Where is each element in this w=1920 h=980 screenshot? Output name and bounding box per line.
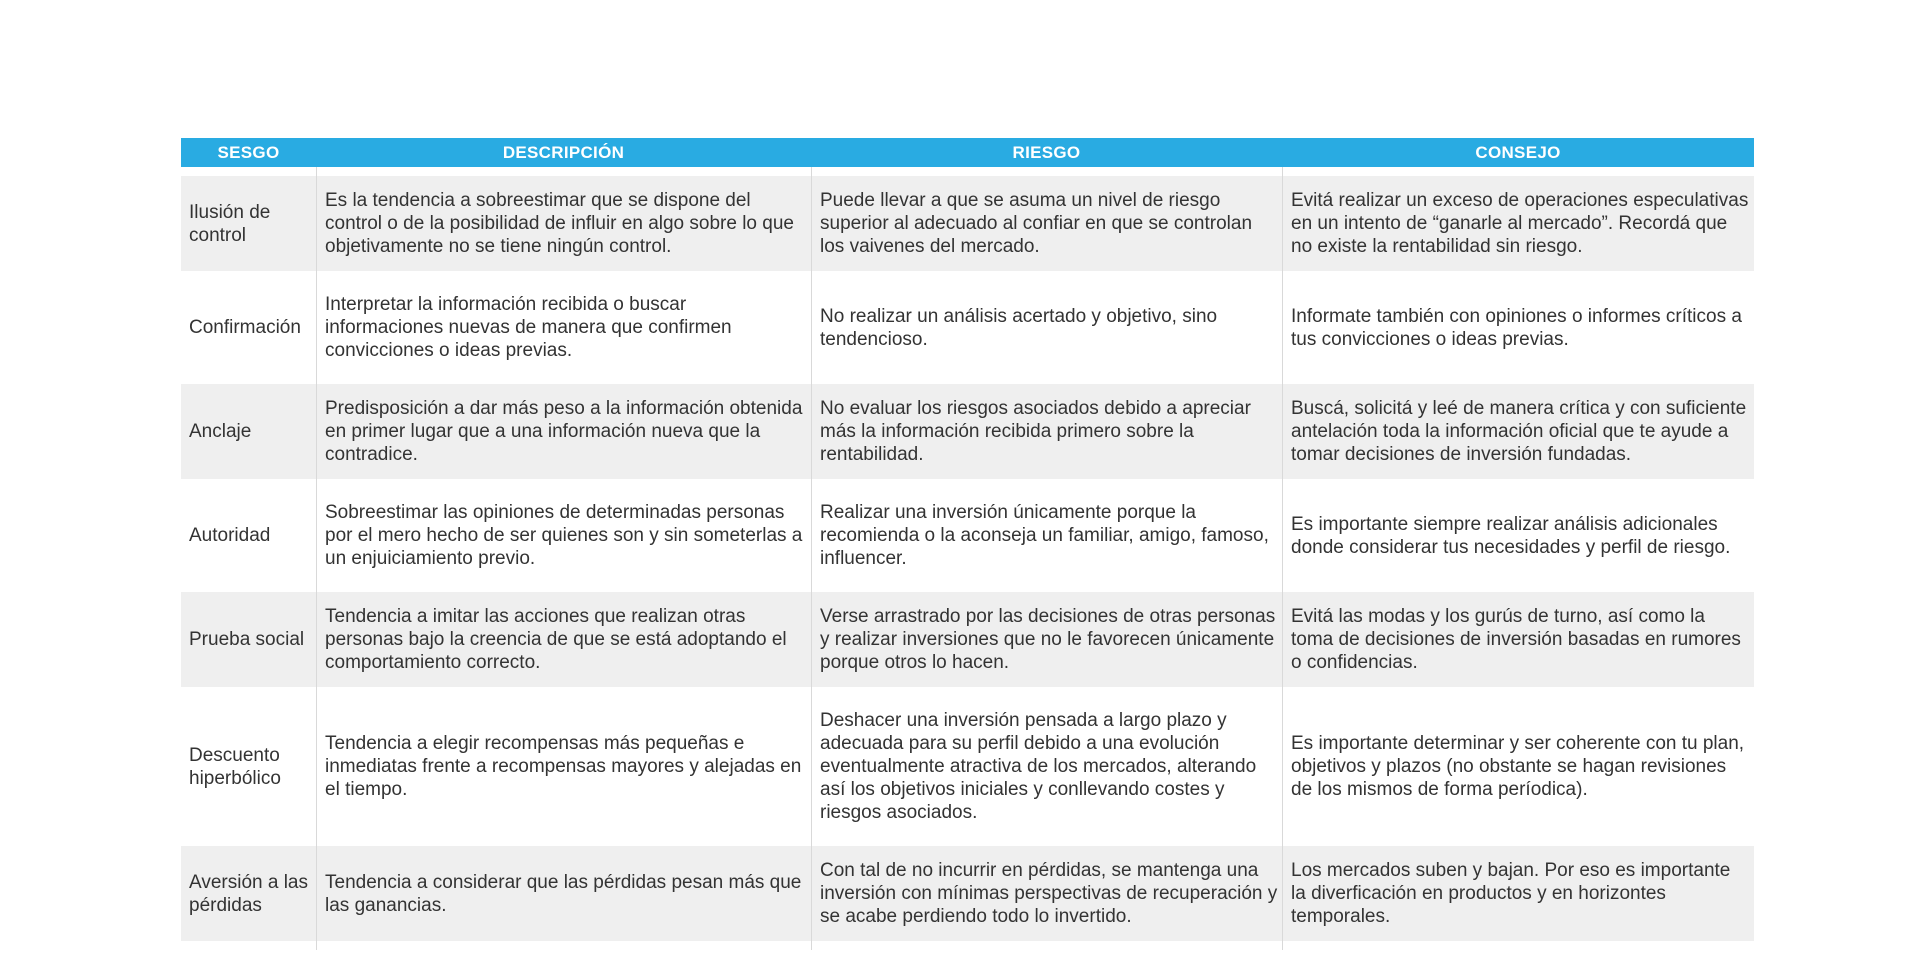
cell-descripcion: Tendencia a imitar las acciones que realizan otras personas bajo la creencia de que se está adoptando el comportamiento correcto. xyxy=(316,592,811,687)
bias-table xyxy=(181,129,1754,950)
cell-consejo: Buscá, solicitá y leé de manera crítica y con suficiente antelación toda la información oficial que te ayude a tomar decisiones de inversión fundadas. xyxy=(1282,384,1754,479)
cell-consejo: Informate también con opiniones o informes críticos a tus convicciones o ideas previas. xyxy=(1282,280,1754,375)
cell-descripcion: Interpretar la información recibida o buscar informaciones nuevas de manera que confirmen convicciones o ideas previas. xyxy=(316,280,811,375)
bias-table-container xyxy=(181,138,1754,950)
table-row xyxy=(181,384,1754,479)
cell-sesgo: Ilusión de control xyxy=(181,176,316,271)
cell-descripcion: Sobreestimar las opiniones de determinadas personas por el mero hecho de ser quienes son y sin someterlas a un enjuiciamiento previo. xyxy=(316,488,811,583)
table-body xyxy=(181,176,1754,941)
column-divider xyxy=(1282,167,1283,950)
table-row xyxy=(181,696,1754,837)
table-row xyxy=(181,280,1754,375)
cell-sesgo: Prueba social xyxy=(181,592,316,687)
cell-riesgo: Verse arrastrado por las decisiones de otras personas y realizar inversiones que no le favorecen únicamente porque otros lo hacen. xyxy=(811,592,1282,687)
table-row xyxy=(181,846,1754,941)
cell-riesgo: Puede llevar a que se asuma un nivel de riesgo superior al adecuado al confiar en que se controlan los vaivenes del mercado. xyxy=(811,176,1282,271)
cell-riesgo: Deshacer una inversión pensada a largo plazo y adecuada para su perfil debido a una evolución eventualmente atractiva de los mercados, alterando así los objetivos iniciales y conllevando costes y riesgos asociados. xyxy=(811,696,1282,837)
cell-sesgo: Confirmación xyxy=(181,280,316,375)
cell-sesgo: Descuento hiperbólico xyxy=(181,696,316,837)
cell-riesgo: No realizar un análisis acertado y objetivo, sino tendencioso. xyxy=(811,280,1282,375)
column-header-riesgo: RIESGO xyxy=(811,138,1282,167)
column-header-sesgo: SESGO xyxy=(181,138,316,167)
cell-consejo: Es importante determinar y ser coherente con tu plan, objetivos y plazos (no obstante se hagan revisiones de los mismos de forma períodica). xyxy=(1282,696,1754,837)
cell-sesgo: Autoridad xyxy=(181,488,316,583)
header-row xyxy=(181,138,1754,167)
column-header-descripcion: DESCRIPCIÓN xyxy=(316,138,811,167)
cell-consejo: Es importante siempre realizar análisis adicionales donde considerar tus necesidades y perfil de riesgo. xyxy=(1282,488,1754,583)
cell-descripcion: Tendencia a elegir recompensas más pequeñas e inmediatas frente a recompensas mayores y alejadas en el tiempo. xyxy=(316,696,811,837)
cell-riesgo: Realizar una inversión únicamente porque la recomienda o la aconseja un familiar, amigo, famoso, influencer. xyxy=(811,488,1282,583)
cell-descripcion: Es la tendencia a sobreestimar que se dispone del control o de la posibilidad de influir en algo sobre lo que objetivamente no se tiene ningún control. xyxy=(316,176,811,271)
table-row xyxy=(181,592,1754,687)
column-header-consejo: CONSEJO xyxy=(1282,138,1754,167)
cell-consejo: Los mercados suben y bajan. Por eso es importante la diverficación en productos y en horizontes temporales. xyxy=(1282,846,1754,941)
table-row xyxy=(181,176,1754,271)
cell-descripcion: Predisposición a dar más peso a la información obtenida en primer lugar que a una información nueva que la contradice. xyxy=(316,384,811,479)
column-divider xyxy=(811,167,812,950)
cell-sesgo: Aversión a las pérdidas xyxy=(181,846,316,941)
table-row xyxy=(181,488,1754,583)
cell-consejo: Evitá realizar un exceso de operaciones especulativas en un intento de “ganarle al mercado”. Recordá que no existe la rentabilidad sin riesgo. xyxy=(1282,176,1754,271)
cell-sesgo: Anclaje xyxy=(181,384,316,479)
cell-riesgo: No evaluar los riesgos asociados debido a apreciar más la información recibida primero sobre la rentabilidad. xyxy=(811,384,1282,479)
column-divider xyxy=(316,167,317,950)
cell-riesgo: Con tal de no incurrir en pérdidas, se mantenga una inversión con mínimas perspectivas de recuperación y se acabe perdiendo todo lo invertido. xyxy=(811,846,1282,941)
cell-descripcion: Tendencia a considerar que las pérdidas pesan más que las ganancias. xyxy=(316,846,811,941)
cell-consejo: Evitá las modas y los gurús de turno, así como la toma de decisiones de inversión basadas en rumores o confidencias. xyxy=(1282,592,1754,687)
